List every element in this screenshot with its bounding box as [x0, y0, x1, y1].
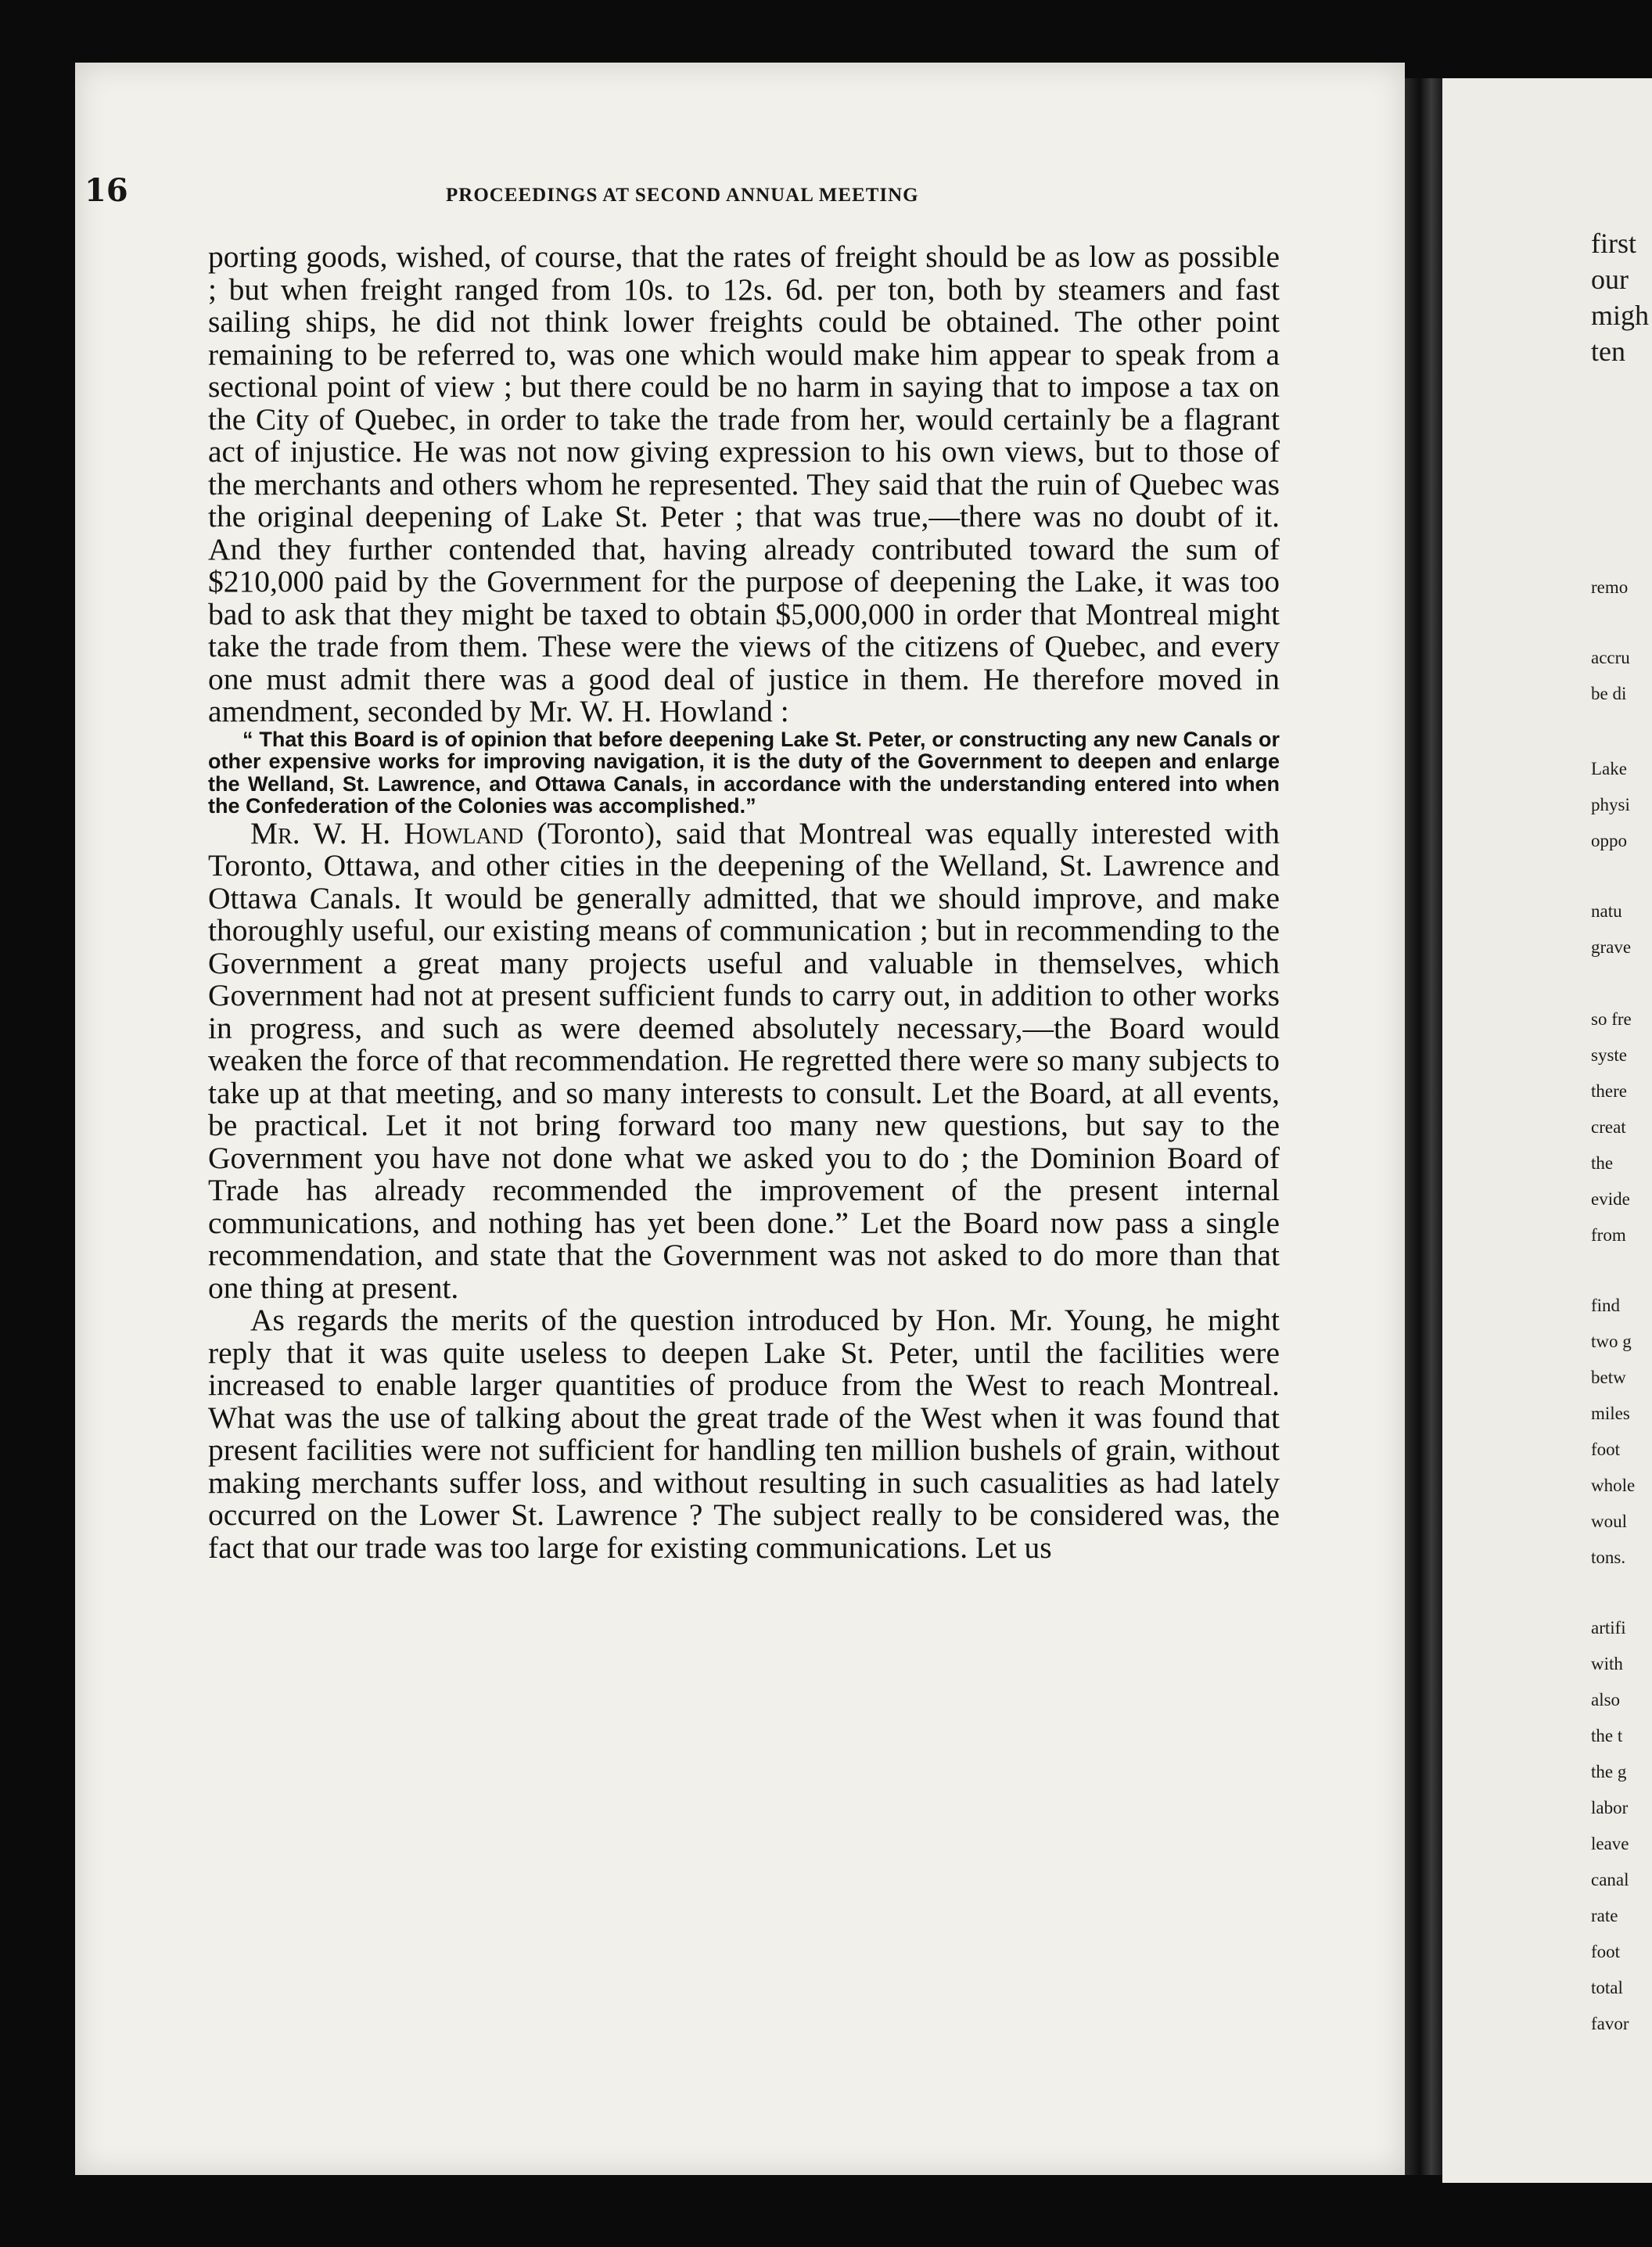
- right-fragment: foot: [1591, 1942, 1621, 1961]
- paragraph-lake-st-peter: As regards the merits of the question introduced by Hon. Mr. Young, he might reply that it was quite useless to deepen Lake St. Peter, until the facilities were increased to enable larger quantities of produce from the West to reach Montreal. What was the use of talking about the great trade of the West when it was found that present facilities were not sufficient for handling ten million bushels of grain, without making merchants suffer loss, and without resulting in such casualities as had lately occurred on the Lower St. Lawrence ? The subject really to be considered was, the fact that our trade was too large for existing communications. Let us: [208, 1303, 1280, 1565]
- right-fragment: canal: [1591, 1870, 1629, 1889]
- right-fragment: syste: [1591, 1045, 1627, 1065]
- right-fragment: find: [1591, 1296, 1621, 1315]
- right-fragment: remo: [1591, 577, 1629, 597]
- right-fragment: woul: [1591, 1512, 1627, 1531]
- right-fragment: migh: [1591, 300, 1650, 331]
- right-fragment: with: [1591, 1654, 1623, 1674]
- right-fragment: from: [1591, 1225, 1626, 1245]
- right-fragment: the g: [1591, 1762, 1627, 1781]
- right-fragment: accru: [1591, 648, 1630, 667]
- paragraph-howland: [208, 815, 1280, 1305]
- paragraph-howland-text: (Toronto), said that Montreal was equally interested with Toronto, Ottawa, and other cities in the deepening of the Welland, St. Lawrence and Ottawa Canals. It would be generally admitted, that we should improve, and make thoroughly useful, our existing means of communication ; but in recommending to the Government a great many projects useful and valuable in themselves, which Government had not at present sufficient funds to carry out, in addition to other works in progress, and such as were deemed absolutely necessary,—the Board would weaken the force of that recommendation. He regretted there were so many subjects to take up at that meeting, and so many interests to consult. Let the Board, at all events, be practical. Let it not bring forward too many new questions, but say to the Government you have not done what we asked you to do ; the Dominion Board of Trade has already recommended the improvement of the present internal communications, and nothing has yet been done.” Let the Board now pass a single recommendation, and state that the Government was not asked to do more than that one thing at present.: [208, 815, 1280, 1305]
- right-fragment: oppo: [1591, 831, 1627, 850]
- right-fragment: betw: [1591, 1368, 1626, 1387]
- right-fragment: two g: [1591, 1332, 1632, 1351]
- right-fragment: creat: [1591, 1117, 1626, 1137]
- right-fragment: the: [1591, 1153, 1614, 1173]
- right-fragment: so fre: [1591, 1009, 1632, 1029]
- right-fragment: there: [1591, 1081, 1627, 1101]
- amendment-quote: “ That this Board is of opinion that before deepening Lake St. Peter, or constructing any new Canals or other expensive works for improving navigation, it is the duty of the Government to deepen and enlarge the Welland, St. Lawrence, and Ottawa Canals, in accordance with the understanding entered into when the Confederation of the Colonies was accomplished.”: [208, 727, 1280, 818]
- right-fragment: artifi: [1591, 1618, 1626, 1638]
- right-fragment: evide: [1591, 1189, 1630, 1209]
- right-fragment: ten: [1591, 336, 1625, 367]
- right-fragment: favor: [1591, 2014, 1629, 2033]
- running-head: PROCEEDINGS AT SECOND ANNUAL MEETING: [446, 185, 919, 206]
- paragraph-quebec-views: porting goods, wished, of course, that the rates of freight should be as low as possible ; but when freight ranged from 10s. to 12s. 6d. per ton, both by steamers and fast sailing ships, he did not think lower freights could be obtained. The other point remaining to be referred to, was one which would make him appear to speak from a sectional point of view ; but there could be no harm in saying that to impose a tax on the City of Quebec, in order to take the trade from her, would certainly be a flagrant act of injustice. He was not now giving expression to his own views, but to those of the merchants and others whom he represented. They said that the ruin of Quebec was the original deepening of Lake St. Peter ; that was true,—there was no doubt of it. And they further contended that, having already contributed toward the sum of $210,000 paid by the Government for the purpose of deepening the Lake, it was too bad to ask that they might be taxed to obtain $5,000,000 in order that Montreal might take the trade from them. These were the views of the citizens of Quebec, and every one must admit there was a good deal of justice in them. He therefore moved in amendment, seconded by Mr. W. H. Howland :: [208, 239, 1280, 728]
- right-fragment: foot: [1591, 1440, 1621, 1459]
- right-fragment: labor: [1591, 1798, 1629, 1817]
- right-fragment: the t: [1591, 1726, 1623, 1745]
- right-fragment: our: [1591, 264, 1629, 295]
- right-fragment: grave: [1591, 937, 1632, 957]
- book-gutter: [1405, 78, 1442, 2175]
- right-fragment: miles: [1591, 1404, 1630, 1423]
- speaker-name: Mr. W. H. Howland: [250, 815, 524, 850]
- page-body: [208, 241, 1280, 1564]
- right-fragment: natu: [1591, 901, 1622, 921]
- right-fragment: Lake: [1591, 759, 1627, 778]
- right-fragment: be di: [1591, 684, 1627, 703]
- right-fragment: physi: [1591, 795, 1630, 814]
- right-fragment: rate: [1591, 1906, 1618, 1925]
- right-fragment: also: [1591, 1690, 1621, 1710]
- right-fragment: leave: [1591, 1834, 1629, 1853]
- right-fragment: first: [1591, 228, 1636, 259]
- right-page-edge: [1442, 78, 1652, 2183]
- right-fragment: total: [1591, 1978, 1623, 1997]
- page-number: 16: [84, 172, 128, 209]
- right-fragment: whole: [1591, 1476, 1636, 1495]
- right-fragment: tons.: [1591, 1548, 1626, 1567]
